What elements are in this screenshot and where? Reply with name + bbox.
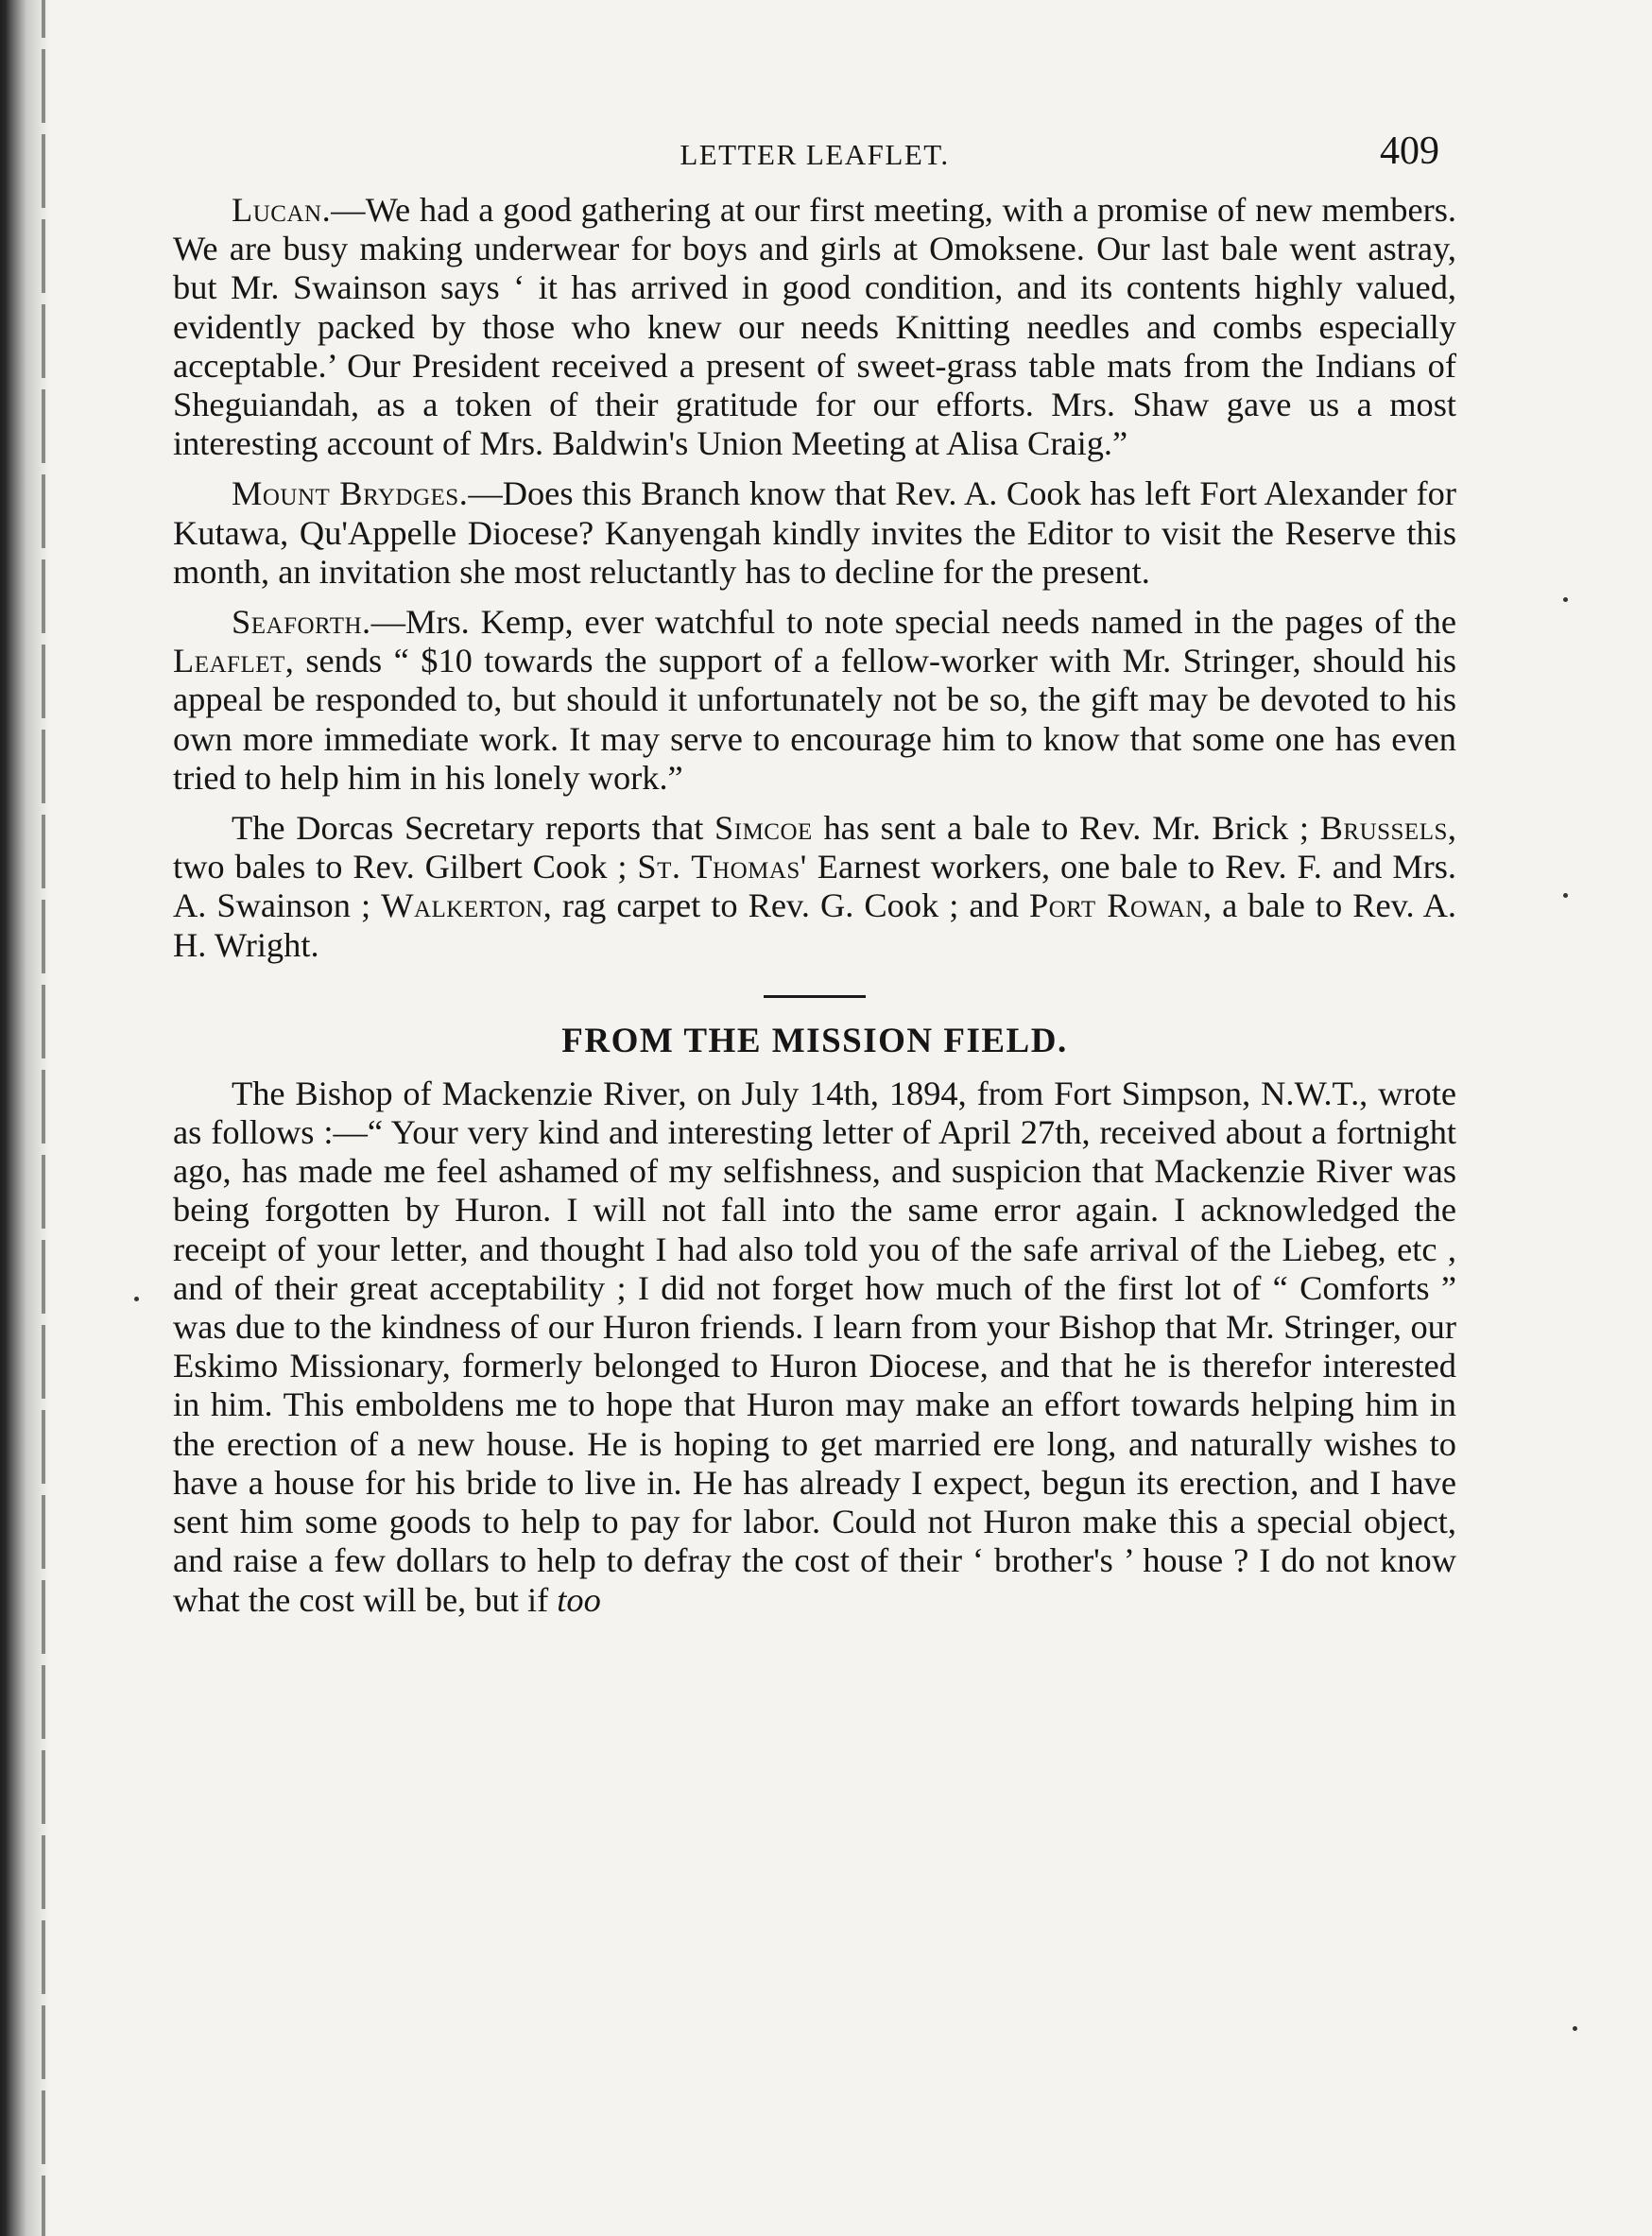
running-title: LETTER LEAFLET. bbox=[680, 138, 950, 171]
paragraph-text: —Mrs. Kemp, ever watchful to note special needs named in the pages of the bbox=[370, 603, 1456, 642]
page-number: 409 bbox=[1380, 129, 1439, 173]
paragraph-dorcas-report bbox=[173, 809, 1456, 965]
paragraph-seaforth bbox=[173, 603, 1456, 798]
paragraph-mount-brydges bbox=[173, 474, 1456, 592]
paragraph-text-italic: too bbox=[557, 1580, 601, 1619]
section-title: FROM THE MISSION FIELD. bbox=[561, 1021, 1068, 1060]
paragraph-text: , two bales to Rev. Gilbert Cook ; bbox=[173, 809, 1456, 886]
branch-name: Simcoe bbox=[714, 809, 813, 848]
branch-name: Seaforth. bbox=[232, 603, 371, 642]
paragraph-lucan bbox=[173, 191, 1456, 463]
leaflet-name: Leaflet bbox=[173, 642, 285, 680]
paragraph-text: The Bishop of Mackenzie River, on July 14th, 1894, from Fort Simpson, N.W.T., wrote as follows :—“ Your very kind and interesting letter of April 27th, received about a fortnight ago, has made me feel ashamed of my selfishness, and suspicion that Mackenzie River was being forgotten by Huron. I will not fall into the same error again. I acknowledged the receipt of your letter, and thought I had also told you of the safe arrival of the Liebeg, etc , and of their great acceptability ; I did not forget how much of the first lot of “ Comforts ” was due to the kindness of our Huron friends. I learn from your Bishop that Mr. Stringer, our Eskimo Missionary, formerly belonged to Huron Diocese, and that he is therefor interested in him. This emboldens me to hope that Huron may make an effort towards helping him in the erection of a new house. He is hoping to get married ere long, and naturally wishes to have a house for his bride to live in. He has already I expect, begun its erection, and I have sent him some goods to help to pay for labor. Could not Huron make this a special object, and raise a few dollars to help to defray the cost of their ‘ brother's ’ house ? I do not know what the cost will be, but if bbox=[173, 1074, 1456, 1619]
scan-speck bbox=[1563, 597, 1568, 602]
paragraph-text: has sent a bale to Rev. Mr. Brick ; bbox=[812, 809, 1320, 848]
scan-speck bbox=[1563, 893, 1568, 898]
branch-name: Port Rowan bbox=[1028, 886, 1203, 925]
paragraph-text: , a bale to Rev. A. H. Wright. bbox=[173, 886, 1457, 964]
running-head bbox=[173, 125, 1456, 191]
branch-name: Mount Brydges. bbox=[232, 474, 469, 513]
binding-shadow bbox=[42, 0, 45, 2236]
page-content bbox=[173, 125, 1456, 1620]
scan-speck bbox=[134, 1297, 139, 1301]
paragraph-text: —Does this Branch know that Rev. A. Cook has left Fort Alexander for Kutawa, Qu'Appelle Diocese? Kanyengah kindly invites the Editor to visit the Reserve this month, an invitation she most reluctantly has to decline for the present. bbox=[173, 474, 1456, 591]
paragraph-text: , sends “ $10 towards the support of a fellow-worker with Mr. Stringer, should his appeal be responded to, but should it unfortunately not be so, the gift may be devoted to his own more immediate work. It may serve to encourage him to know that some one has even tried to help him in his lonely work.” bbox=[173, 642, 1456, 797]
branch-name: Walkerton bbox=[381, 886, 543, 925]
paragraph-text: , rag carpet to Rev. G. Cook ; and bbox=[542, 886, 1029, 925]
branch-name: Brussels bbox=[1319, 809, 1448, 848]
section-divider bbox=[764, 995, 866, 998]
scan-speck bbox=[1573, 2026, 1577, 2031]
branch-name: St. Thomas' bbox=[637, 848, 807, 886]
paragraph-text: Earnest workers, one bale to Rev. F. and Mrs. A. Swainson ; bbox=[173, 848, 1456, 925]
paragraph-bishop-letter bbox=[173, 1075, 1456, 1620]
paragraph-text: —We had a good gathering at our first meeting, with a promise of new members. We are busy making underwear for boys and girls at Omoksene. Our last bale went astray, but Mr. Swainson says ‘ it has arrived in good condition, and its contents highly valued, evidently packed by those who knew our needs Knitting needles and combs especially acceptable.’ Our President received a present of sweet-grass table mats from the Indians of Sheguiandah, as a token of their gratitude for our efforts. Mrs. Shaw gave us a most interesting account of Mrs. Baldwin's Union Meeting at Alisa Craig.” bbox=[173, 191, 1456, 463]
branch-name: Lucan. bbox=[232, 191, 332, 229]
paragraph-text: The Dorcas Secretary reports that bbox=[232, 809, 715, 848]
